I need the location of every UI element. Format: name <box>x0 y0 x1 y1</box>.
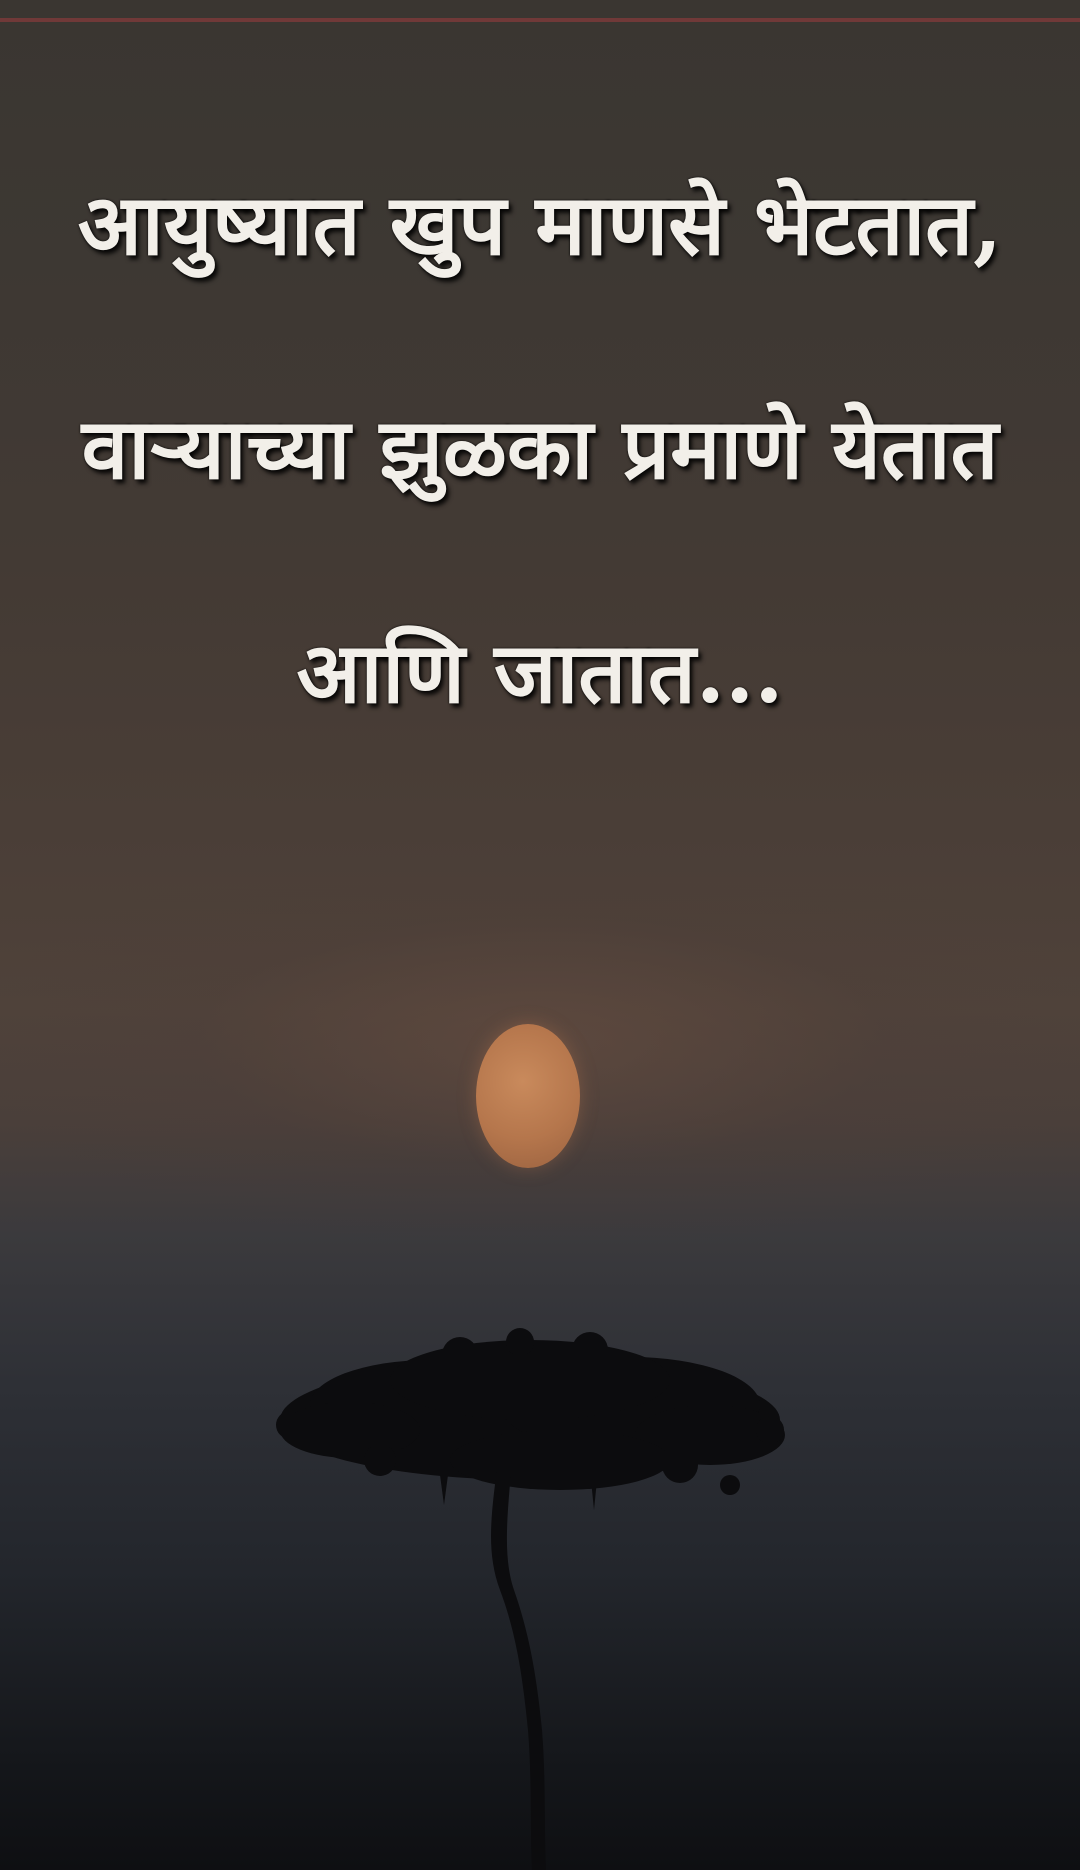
quote-line-1: आयुष्यात खुप माणसे भेटतात, <box>77 175 1003 274</box>
acacia-tree-silhouette <box>260 1310 800 1870</box>
quote-line-2: वाऱ्याच्या झुळका प्रमाणे येतात <box>81 399 999 498</box>
setting-moon <box>476 1024 580 1168</box>
top-divider-line <box>0 18 1080 22</box>
quote-line-3: आणि जातात... <box>296 623 784 722</box>
quote-text <box>0 150 1080 822</box>
